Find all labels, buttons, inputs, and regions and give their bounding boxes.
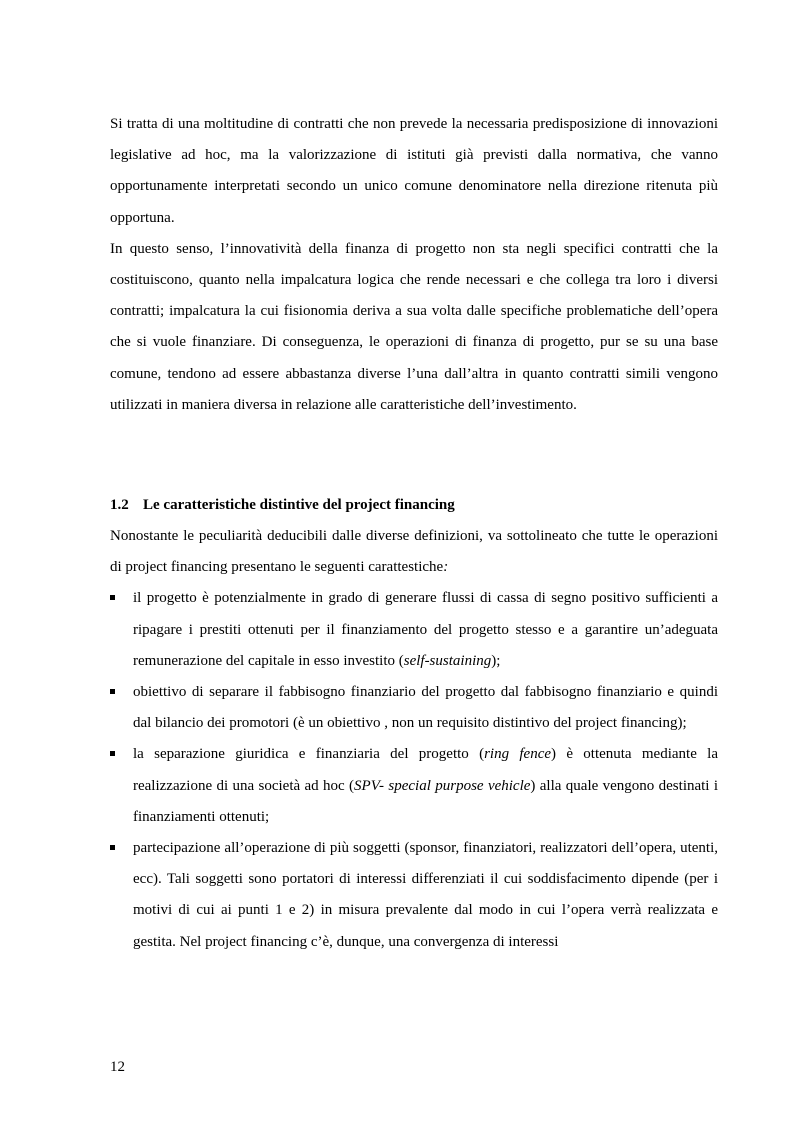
list-item bbox=[110, 583, 718, 677]
feature-list bbox=[110, 583, 718, 957]
document-page bbox=[110, 109, 718, 958]
list-item-text: ) alla quale vengono destinati i finanziamenti ottenuti; bbox=[133, 777, 719, 825]
section-title: Le caratteristiche distintive del project financing bbox=[143, 497, 455, 514]
list-item-text: partecipazione all’operazione di più soggetti (sponsor, finanziatori, realizzatori dell’opera, utenti, ecc). Tali soggetti sono portatori di interessi differenziati il cui soddisfacimento dipende (per i motivi di cui ai punti 1 e 2) in misura prevalente dal modo in cui l’opera verrà realizzata e gestita. Nel project financing c’è, dunque, una convergenza di interessi bbox=[133, 840, 718, 950]
body-paragraph: In questo senso, l’innovatività della finanza di progetto non sta negli specifici contratti che la costituiscono, quanto nella impalcatura logica che rende necessari e che collega tra loro i diversi contratti; impalcatura la cui fisionomia deriva a sua volta dalle specifiche problematiche dell’opera che si vuole finanziare. Di conseguenza, le operazioni di finanza di progetto, pur se su una base comune, tendono ad essere abbastanza diverse l’una dall’altra in quanto contratti simili vengono utilizzati in maniera diversa in relazione alle caratteristiche dell’investimento. bbox=[110, 240, 718, 413]
section-heading bbox=[110, 490, 718, 521]
intro-text: Nonostante le peculiarità deducibili dalle diverse definizioni, va sottolineato che tutte le operazioni di project financing presentano le seguenti carattestiche bbox=[110, 528, 718, 576]
list-item-text: la separazione giuridica e finanziaria del progetto ( bbox=[133, 746, 485, 763]
list-item bbox=[110, 739, 718, 833]
intro-colon: : bbox=[443, 559, 449, 576]
list-item bbox=[110, 677, 718, 739]
list-item bbox=[110, 833, 718, 958]
italic-term: ring fence bbox=[484, 746, 552, 763]
square-bullet-icon bbox=[110, 845, 115, 850]
square-bullet-icon bbox=[110, 751, 115, 756]
list-item-text: ) è ottenuta mediante la realizzazione di una società ad hoc ( bbox=[133, 746, 718, 794]
list-item-text: obiettivo di separare il fabbisogno finanziario del progetto dal fabbisogno finanziario e quindi dal bilancio dei promotori (è un obiettivo , non un requisito distintivo del project financing); bbox=[133, 684, 718, 732]
square-bullet-icon bbox=[110, 595, 115, 600]
body-paragraph: Si tratta di una moltitudine di contratti che non prevede la necessaria predisposizione di innovazioni legislative ad hoc, ma la valorizzazione di istituti già previsti dalla normativa, che vanno opportunamente interpretati secondo un unico comune denominatore nella direzione ritenuta più opportuna. bbox=[110, 116, 718, 226]
square-bullet-icon bbox=[110, 689, 115, 694]
list-item-text: ); bbox=[491, 652, 501, 669]
list-item-text: il progetto è potenzialmente in grado di generare flussi di cassa di segno positivo sufficienti a ripagare i prestiti ottenuti per il finanziamento del progetto stesso e a garantire un’adeguata remunerazione del capitale in esso investito ( bbox=[133, 590, 718, 669]
page-number: 12 bbox=[110, 1059, 125, 1075]
italic-term: SPV- special purpose vehicle bbox=[354, 777, 531, 794]
intro-paragraph bbox=[110, 521, 718, 583]
section-number: 1.2 bbox=[110, 497, 129, 514]
italic-term: self-sustaining bbox=[403, 652, 492, 669]
